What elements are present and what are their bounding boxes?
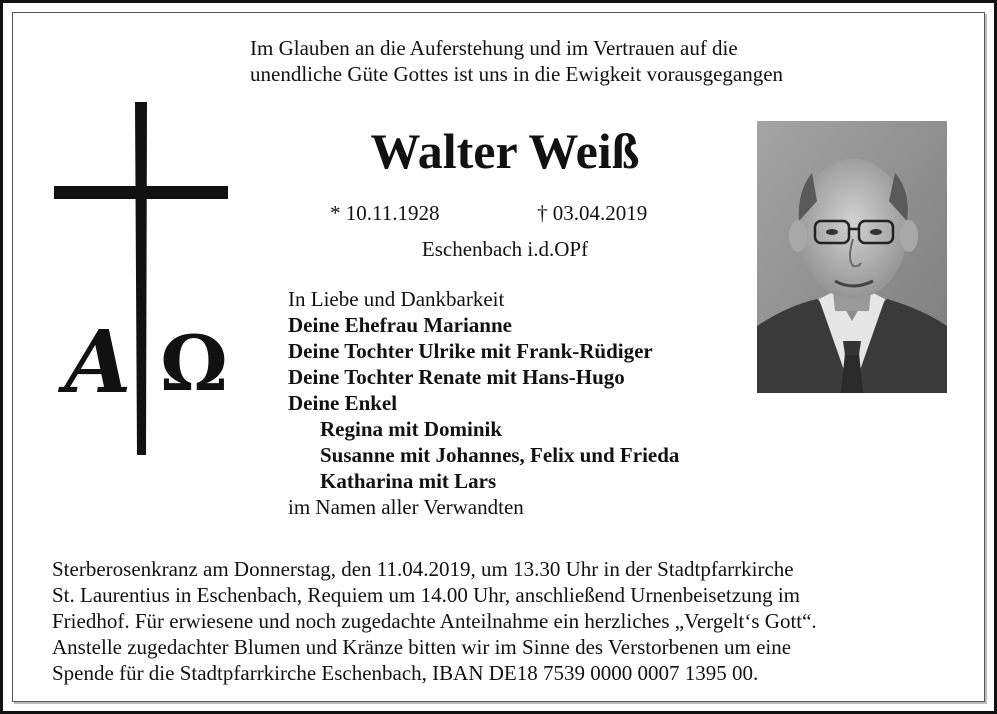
alpha-letter: A: [64, 312, 132, 413]
mourner-line: Deine Tochter Renate mit Hans-Hugo: [288, 365, 625, 389]
death-date: † 03.04.2019: [537, 201, 648, 225]
deceased-name: Walter Weiß: [370, 123, 640, 179]
mourner-line: Deine Enkel: [288, 391, 398, 415]
omega-letter: Ω: [160, 319, 228, 408]
funeral-notice: [52, 556, 972, 686]
mourner-line: Deine Ehefrau Marianne: [288, 313, 512, 337]
notice-line: Spende für die Stadtpfarrkirche Eschenbach, IBAN DE18 7539 0000 0007 1395 00.: [52, 661, 759, 685]
notice-line: St. Laurentius in Eschenbach, Requiem um 14.00 Uhr, anschließend Urnenbeisetzung im: [52, 583, 800, 607]
mourners-list: [288, 286, 788, 520]
alpha-icon: [58, 312, 132, 413]
mourners-closing: im Namen aller Verwandten: [288, 495, 524, 519]
mourners-intro: In Liebe und Dankbarkeit: [288, 287, 505, 311]
verse-line: unendliche Güte Gottes ist uns in die Ewigkeit vorausgegangen: [250, 62, 784, 86]
grandchild-line: Katharina mit Lars: [320, 469, 497, 493]
grandchild-line: Susanne mit Johannes, Felix und Frieda: [320, 443, 680, 467]
omega-icon: [160, 319, 228, 408]
notice-line: Anstelle zugedachter Blumen und Kränze bitten wir im Sinne des Verstorbenen um eine: [52, 635, 792, 659]
grandchild-line: Regina mit Dominik: [320, 417, 503, 441]
notice-line: Sterberosenkranz am Donnerstag, den 11.04.2019, um 13.30 Uhr in der Stadtpfarrkirche: [52, 557, 794, 581]
cross-alpha-omega-icon: [52, 100, 230, 458]
birth-date: * 10.11.1928: [330, 201, 440, 225]
residence: Eschenbach i.d.OPf: [421, 237, 589, 261]
notice-line: Friedhof. Für erwiesene und noch zugedachte Anteilnahme ein herzliches „Vergelt‘s Gott“.: [52, 609, 817, 633]
verse-line: Im Glauben an die Auferstehung und im Vertrauen auf die: [250, 36, 738, 60]
mourner-line: Deine Tochter Ulrike mit Frank-Rüdiger: [288, 339, 653, 363]
verse: [250, 35, 890, 87]
